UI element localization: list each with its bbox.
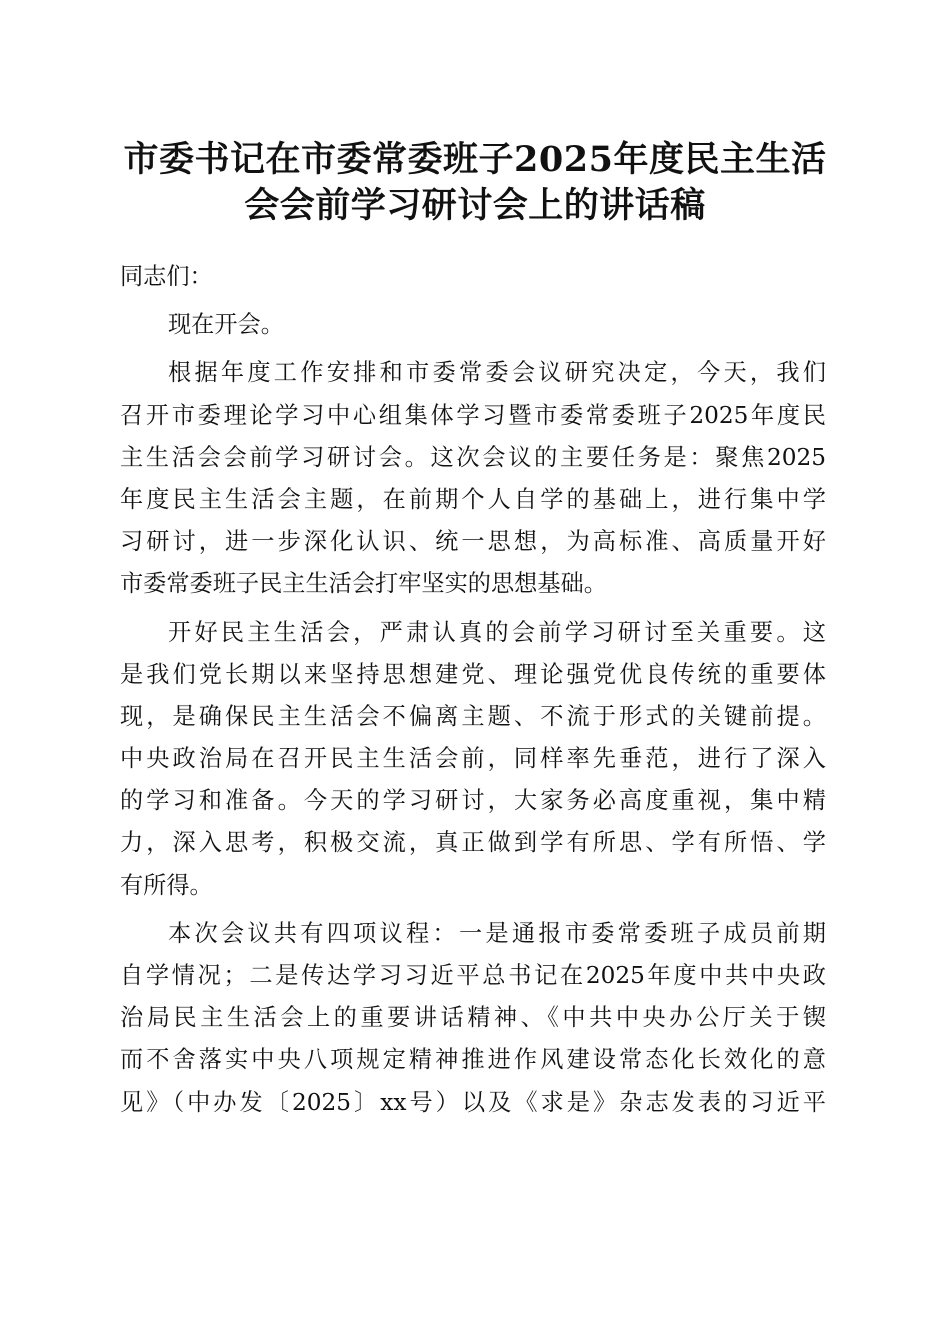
paragraph-line: 根据年度工作安排和市委常委会议研究决定，今天，我们 [168,359,826,387]
paragraph-line: 主生活会会前学习研讨会。这次会议的主要任务是：聚焦2025 [120,443,826,471]
salutation: 同志们： [120,263,213,290]
paragraph-4 [120,913,826,1124]
paragraph-line: 市委常委班子民主生活会打牢坚实的思想基础。 [120,570,607,598]
paragraph-line: 现在开会。 [168,311,284,339]
paragraph-line: 自学情况；二是传达学习习近平总书记在2025年度中共中央政 [120,962,826,989]
paragraph-line: 年度民主生活会主题，在前期个人自学的基础上，进行集中学 [120,485,826,513]
paragraph-1 [120,304,826,346]
document-title [100,137,850,229]
paragraph-line: 而不舍落实中央八项规定精神推进作风建设常态化长效化的意 [120,1046,826,1074]
paragraph-line: 是我们党长期以来坚持思想建党、理论强党优良传统的重要体 [120,660,826,688]
paragraph-line: 中央政治局在召开民主生活会前，同样率先垂范，进行了深入 [120,745,826,773]
paragraph-line: 开好民主生活会，严肃认真的会前学习研讨至关重要。这 [168,618,826,646]
paragraph-line: 现，是确保民主生活会不偏离主题、不流于形式的关键前提。 [120,702,826,730]
paragraph-line: 有所得。 [120,871,213,899]
paragraph-3 [120,612,826,907]
document-body [120,256,826,1124]
paragraph-line: 本次会议共有四项议程：一是通报市委常委班子成员前期 [168,919,826,947]
paragraph-line: 见》（中办发〔2025〕xx号）以及《求是》杂志发表的习近平 [120,1088,826,1116]
paragraph-2 [120,352,826,605]
paragraph-line: 治局民主生活会上的重要讲话精神、《中共中央办公厅关于锲 [120,1004,826,1032]
title-line-1: 市委书记在市委常委班子2025年度民主生活 [123,139,827,180]
paragraph-line: 召开市委理论学习中心组集体学习暨市委常委班子2025年度民 [120,401,826,429]
title-line-2: 会会前学习研讨会上的讲话稿 [244,185,706,226]
paragraph-line: 力，深入思考，积极交流，真正做到学有所思、学有所悟、学 [120,829,826,857]
paragraph-line: 习研讨，进一步深化认识、统一思想，为高标准、高质量开好 [120,528,826,556]
paragraph-line: 的学习和准备。今天的学习研讨，大家务必高度重视，集中精 [120,787,826,815]
